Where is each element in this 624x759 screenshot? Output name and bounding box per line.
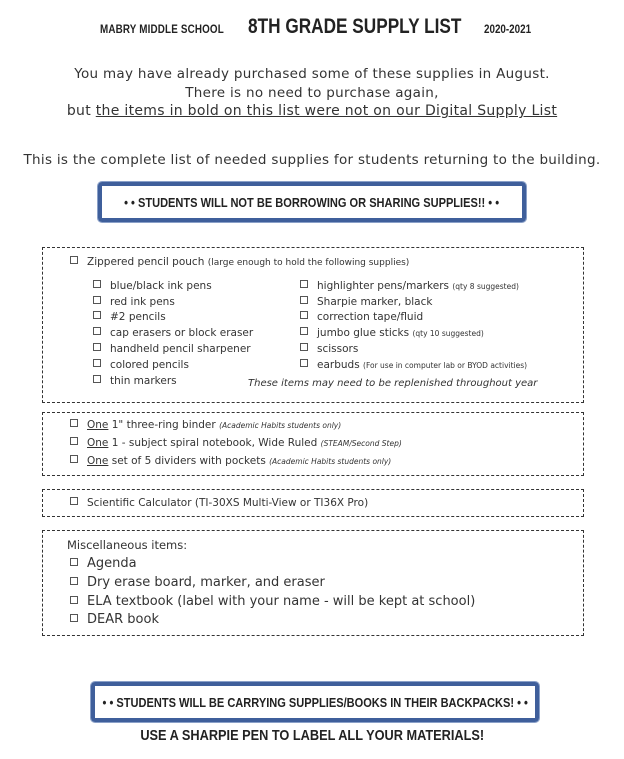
list-item: correction tape/fluid — [300, 311, 423, 323]
checkbox-icon — [300, 359, 308, 367]
checkbox-icon — [300, 327, 308, 335]
pouch-item: Zippered pencil pouch (large enough to hold the following supplies) — [70, 256, 409, 268]
checkbox-icon — [70, 558, 78, 566]
checkbox-icon — [70, 437, 78, 445]
intro-line-1: You may have already purchased some of these supplies in August. — [74, 66, 550, 82]
list-item: ELA textbook (label with your name - will be kept at school) — [70, 594, 475, 609]
checkbox-icon — [70, 256, 78, 264]
checkbox-icon — [70, 455, 78, 463]
list-item: Dry erase board, marker, and eraser — [70, 575, 325, 590]
label-materials-footer: USE A SHARPIE PEN TO LABEL ALL YOUR MATERIALS! — [140, 727, 484, 744]
checkbox-icon — [70, 614, 78, 622]
list-item: blue/black ink pens — [93, 280, 212, 292]
school-year: 2020-2021 — [484, 22, 532, 36]
backpack-banner: • • STUDENTS WILL BE CARRYING SUPPLIES/BOOKS IN THEIR BACKPACKS! • • — [91, 682, 539, 722]
list-item: One 1" three-ring binder (Academic Habits students only) — [70, 419, 341, 431]
no-sharing-banner: • • STUDENTS WILL NOT BE BORROWING OR SHARING SUPPLIES!! • • — [98, 182, 526, 222]
list-item: Agenda — [70, 556, 137, 571]
checkbox-icon — [93, 311, 101, 319]
list-item: DEAR book — [70, 612, 159, 627]
list-item: Sharpie marker, black — [300, 296, 432, 308]
intro-line-3: but the items in bold on this list were not on our Digital Supply List — [66, 103, 558, 119]
list-item: thin markers — [93, 375, 177, 387]
school-name: MABRY MIDDLE SCHOOL — [100, 22, 224, 36]
checkbox-icon — [300, 343, 308, 351]
misc-heading: Miscellaneous items: — [67, 538, 188, 552]
list-item: earbuds (For use in computer lab or BYOD activities) — [300, 359, 527, 371]
intro-line-2: There is no need to purchase again, — [185, 85, 439, 101]
list-item: One 1 - subject spiral notebook, Wide Ruled (STEAM/Second Step) — [70, 437, 402, 449]
list-item: colored pencils — [93, 359, 189, 371]
page-title: 8TH GRADE SUPPLY LIST — [248, 15, 462, 38]
list-item: Scientific Calculator (TI-30XS Multi-View or TI36X Pro) — [70, 497, 368, 509]
intro-line-4: This is the complete list of needed supplies for students returning to the building. — [23, 152, 601, 168]
list-item: cap erasers or block eraser — [93, 327, 253, 339]
checkbox-icon — [93, 280, 101, 288]
list-item: One set of 5 dividers with pockets (Academic Habits students only) — [70, 455, 391, 467]
list-item: scissors — [300, 343, 358, 355]
checkbox-icon — [93, 343, 101, 351]
checkbox-icon — [93, 375, 101, 383]
bold-items-note: the items in bold on this list were not on our Digital Supply List — [95, 103, 558, 119]
checkbox-icon — [70, 577, 78, 585]
checkbox-icon — [93, 296, 101, 304]
list-item: highlighter pens/markers (qty 8 suggested) — [300, 280, 519, 292]
checkbox-icon — [300, 296, 308, 304]
checkbox-icon — [93, 327, 101, 335]
checkbox-icon — [70, 497, 78, 505]
checkbox-icon — [70, 419, 78, 427]
list-item: red ink pens — [93, 296, 175, 308]
checkbox-icon — [70, 596, 78, 604]
checkbox-icon — [93, 359, 101, 367]
checkbox-icon — [300, 311, 308, 319]
list-item: jumbo glue sticks (qty 10 suggested) — [300, 327, 484, 339]
checkbox-icon — [300, 280, 308, 288]
list-item: #2 pencils — [93, 311, 166, 323]
list-item: handheld pencil sharpener — [93, 343, 251, 355]
replenish-note: These items may need to be replenished throughout year — [248, 378, 538, 389]
